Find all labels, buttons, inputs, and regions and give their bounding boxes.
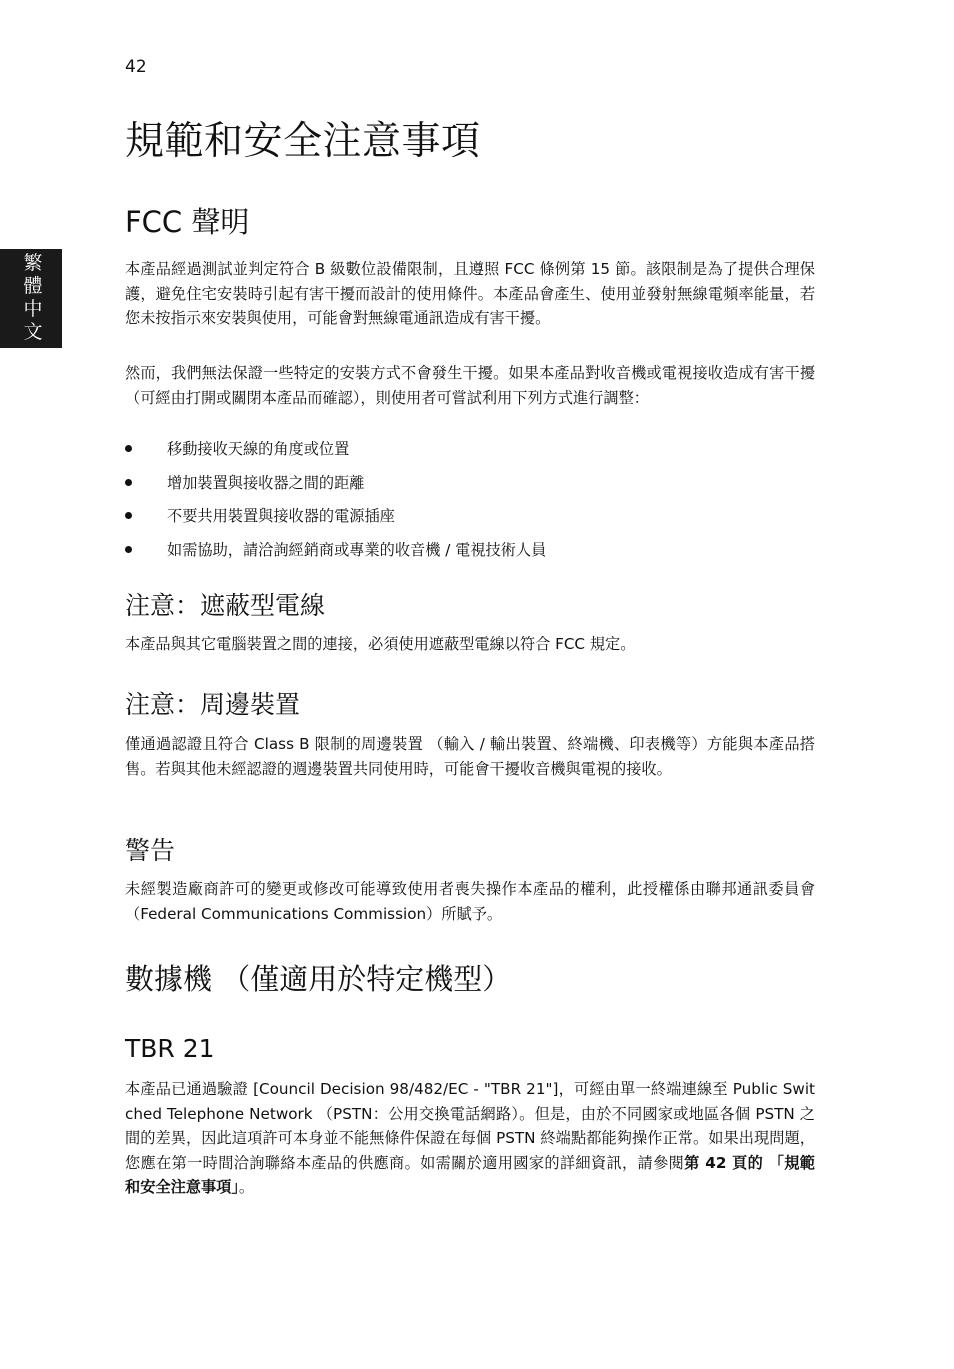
fcc-paragraph-2: 然而，我們無法保證一些特定的安裝方式不會發生干擾。如果本產品對收音機或電視接收造成有害干擾 （可經由打開或關閉本產品而確認），則使用者可嘗試利用下列方式進行調整： (125, 364, 815, 407)
fcc-bullet-list (125, 437, 815, 572)
warning-heading: 警告 (125, 836, 176, 865)
peripheral-heading: 注意：周邊裝置 (125, 690, 301, 719)
bullet-icon (125, 546, 132, 553)
tbr21-text (125, 1077, 815, 1200)
list-item (125, 504, 815, 538)
list-item-text: 如需協助，請洽詢經銷商或專業的收音機 / 電視技術人員 (167, 541, 547, 560)
list-item-text: 移動接收天線的角度或位置 (167, 440, 350, 458)
list-item (125, 471, 815, 505)
language-side-tab (0, 249, 62, 348)
cross-reference-link[interactable]: 第 42 頁的 「規範和安全注意事項」 (125, 1153, 815, 1196)
tbr21-body: 本產品已通過驗證 [Council Decision 98/482/EC - "TBR 21"]，可經由單一終端連線至 Public Switched Telephone Network （PSTN：公用交換電話網路）。但是，由於不同國家或地區各個 PSTN 之間的差異，因此這項許可本身並不能無條件保證在每個 PSTN 終端點都能夠操作正常。如果出現問題，您應在第一時間洽詢聯絡本產品的供應商。如需關於適用國家的詳細資訊，請參閱 (125, 1080, 815, 1172)
list-item (125, 538, 815, 572)
fcc-heading: FCC 聲明 (125, 205, 250, 239)
bullet-icon (125, 445, 132, 452)
list-item (125, 437, 815, 471)
list-item-text: 增加裝置與接收器之間的距離 (167, 473, 365, 492)
list-item-text: 不要共用裝置與接收器的電源插座 (167, 507, 395, 526)
peripheral-text: 僅通過認證且符合 Class B 限制的周邊裝置 （輸入 / 輸出裝置、終端機、印表機等）方能與本產品搭售。若與其他未經認證的週邊裝置共同使用時，可能會干擾收音機與電視的接收。 (125, 735, 815, 778)
tbr21-suffix: 。 (238, 1178, 255, 1196)
page-title: 規範和安全注意事項 (125, 119, 481, 164)
fcc-paragraph-1: 本產品經過測試並判定符合 B 級數位設備限制，且遵照 FCC 條例第 15 節。該限制是為了提供合理保護，避免住宅安裝時引起有害干擾而設計的使用條件。本產品會產生、使用並發射無線電頻率能量，若您未按指示來安裝與使用，可能會對無線電通訊造成有害干擾。 (125, 260, 815, 327)
page-number: 42 (125, 57, 147, 77)
warning-text: 未經製造廠商許可的變更或修改可能導致使用者喪失操作本產品的權利，此授權係由聯邦通訊委員會 （Federal Communications Commission）所賦予。 (125, 880, 815, 923)
shielded-cable-text: 本產品與其它電腦裝置之間的連接，必須使用遮蔽型電線以符合 FCC 規定。 (125, 635, 636, 653)
bullet-icon (125, 512, 132, 519)
shielded-cable-heading: 注意：遮蔽型電線 (125, 591, 326, 620)
language-side-tab-label: 繁體中文 (23, 252, 43, 343)
modem-heading: 數據機 （僅適用於特定機型） (125, 962, 512, 996)
bullet-icon (125, 479, 132, 486)
tbr21-heading: TBR 21 (125, 1034, 215, 1063)
